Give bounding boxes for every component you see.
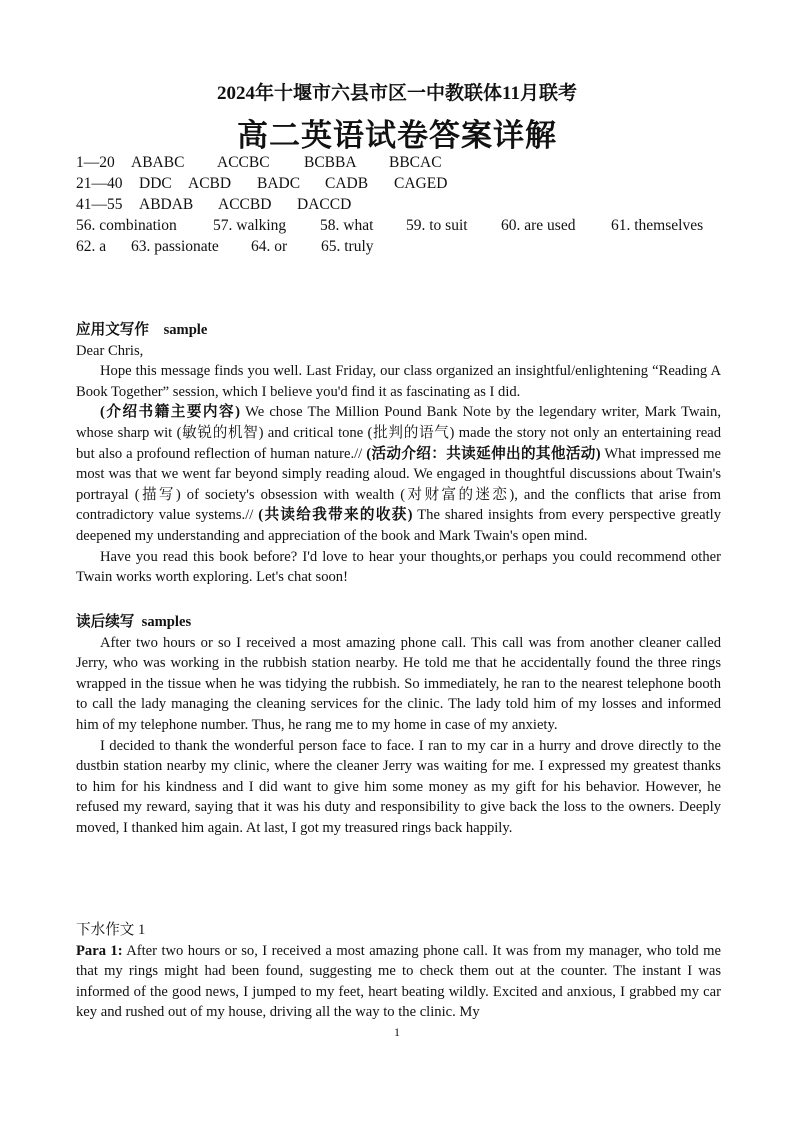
answer-group: ABABC (131, 154, 185, 171)
answer-group: ABDAB (139, 196, 194, 213)
answer-group: BCBBA (304, 154, 357, 171)
annotation-tag: (共读给我带来的收获) (258, 507, 413, 524)
continuation-section (76, 612, 721, 839)
answer-item: 58. what (320, 217, 374, 234)
answer-range: 1—20 (76, 154, 115, 171)
answer-group: BBCAC (389, 154, 442, 171)
paragraph: After two hours or so I received a most amazing phone call. This call was from another cleaner called Jerry, who was working in the rubbish station nearby. He told me that he accidentally found the three rings wrapped in the tissue when he was tidying the rubbish. So immediately, he ran to the nearest telephone booth to call the lady managing the cleaning services for the clinic. The lady told him of my losses and informed him of my telephone number. Thus, he rang me to my home in case of my anxiety. (76, 634, 721, 733)
writing-section (76, 320, 721, 588)
answer-item: 62. a (76, 238, 107, 255)
answer-group: CADB (325, 175, 369, 192)
section-heading: 应用文写作 sample (76, 322, 208, 338)
answer-group: BADC (257, 175, 301, 192)
answer-item: 64. or (251, 238, 288, 255)
paragraph: Hope this message finds you well. Last Friday, our class organized an insightful/enlightening “Reading A Book Together” session, which I believe you'd find it as fascinating as I did. (76, 363, 721, 400)
answer-group: CAGED (394, 175, 448, 192)
annotation-tag: (介绍书籍主要内容) (100, 404, 240, 421)
section-heading: 下水作文 1 (76, 922, 146, 938)
section-heading: 读后续写 samples (76, 614, 192, 630)
paragraph (76, 941, 721, 1023)
annotation-tag: (活动介绍：共读延伸出的其他活动) (366, 445, 601, 462)
paragraph: I decided to thank the wonderful person face to face. I ran to my car in a hurry and drove directly to the dustbin station nearby my clinic, where the cleaner Jerry was waiting for me. I expressed my greatest thanks to him for his kindness and I did want to give him some money as my gift for his behavior. However, he refused my reward, saying that it was his duty and responsibility to give back the loss to the owners. Deeply moved, I thanked him again. At last, I got my treasured rings back happily. (76, 737, 721, 836)
paragraph: Have you read this book before? I'd love to hear your thoughts,or perhaps you could recommend other Twain works worth exploring. Let's chat soon! (76, 548, 721, 586)
answer-range: 21—40 (76, 175, 123, 192)
answer-item: 59. to suit (406, 217, 468, 234)
exam-subtitle: 2024年十堰市六县市区一中教联体11月联考 (217, 83, 577, 104)
answer-group: ACCBC (217, 154, 270, 171)
paragraph-text: What impressed me most was that we went far beyond simply reading aloud. We engaged in thoughtful discussions about Twain's portrayal (描写) of society's obsession with wealth (对财富的迷恋), and the conflicts that arise from contradictory value systems.// (76, 445, 721, 524)
page-number: 1 (394, 1025, 400, 1039)
answer-item: 65. truly (321, 238, 374, 255)
answer-item: 57. walking (213, 217, 287, 234)
para-label: Para 1: (76, 942, 123, 959)
page-title: 高二英语试卷答案详解 (237, 118, 557, 154)
paragraph-text: We chose The Million Pound Bank Note by the legendary writer, Mark Twain, whose sharp wit (敏锐的机智) and critical tone (批判的语气) made the story not only an entertaining read but also a profound reflection of human nature.// (76, 404, 721, 462)
sample-essay-section (76, 920, 721, 1023)
answer-item: 56. combination (76, 217, 177, 234)
answer-item: 63. passionate (131, 238, 219, 255)
greeting: Dear Chris, (76, 342, 144, 359)
answer-group: DACCD (297, 196, 352, 213)
answer-group: DDC (139, 175, 172, 192)
answer-range: 41—55 (76, 196, 123, 213)
paragraph-text: After two hours or so, I received a most amazing phone call. It was from my manager, who told me that my rings might had been found, suggesting me to check them out at the counter. The instant I was informed of the good news, I jumped to my feet, heart beating wildly. Excited and anxious, I grabbed my car key and rushed out of my house, driving all the way to the clinic. My (76, 942, 721, 1021)
paragraph (76, 402, 721, 546)
answer-item: 60. are used (501, 217, 576, 234)
answer-group: ACCBD (218, 196, 272, 213)
paragraph-text: The shared insights from every perspective greatly deepened my understanding and appreciation of the book and Mark Twain's open mind. (76, 507, 721, 544)
answer-group: ACBD (188, 175, 232, 192)
answer-item: 61. themselves (611, 217, 704, 234)
